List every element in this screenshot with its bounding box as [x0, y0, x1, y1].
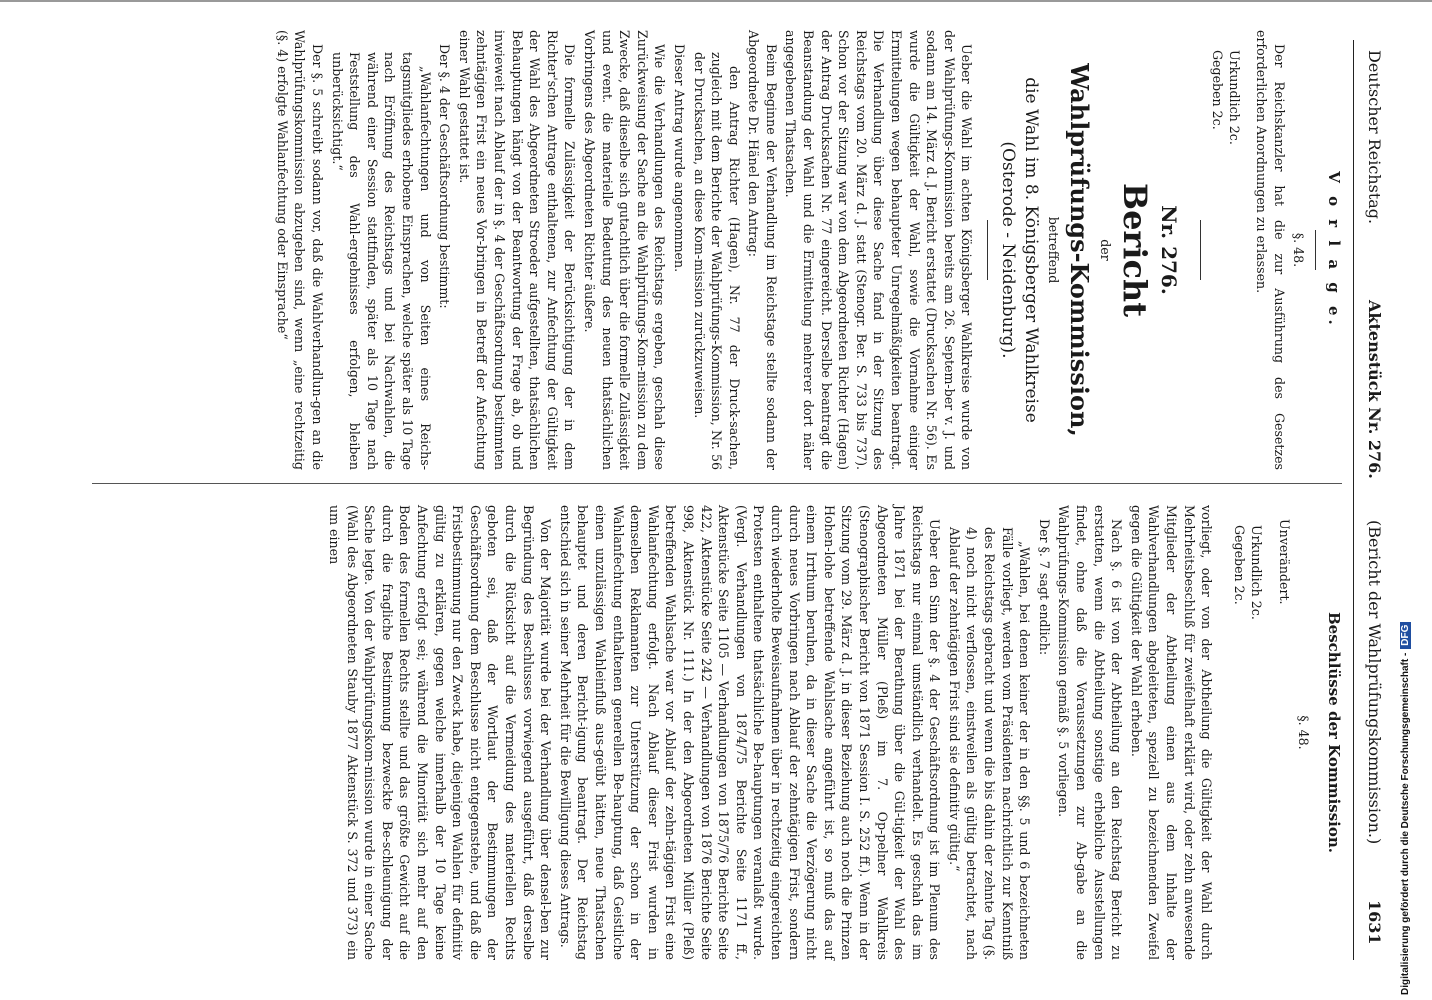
paragraph: Die formelle Zulässigkeit der Berücksichtigung der in dem Richter'schen Antrage enthaltenen, zur Anfechtung der Gültigkeit der Wahl des Abgeordneten Stroeder aufgestellten, thatsächlichen Behauptungen hängt von der Beantwortung der Frage ab, ob und inwieweit nach Ablauf der in §. 4 der Geschäftsordnung bestimmten zehntägigen Frist ein neues Vor-bringen in Betreff der Anfechtung einer Wahl gestattet ist. — [456, 30, 578, 470]
dfg-logo: DFG — [1400, 622, 1411, 649]
paragraph: Der §. 7 sagt endlich: — [1036, 519, 1052, 656]
report-betreffend: betreffend — [1046, 216, 1062, 284]
signature-line: Urkundlich 2c. — [1226, 50, 1242, 145]
header-left: Deutscher Reichstag. — [1365, 50, 1384, 225]
report-der: der — [1097, 239, 1113, 261]
paragraph: Ueber die Wahl im achten Königsberger Wahlkreise wurde von der Wahlprüfungs-Kommission bereits am 26. Septem-ber v. J. und sodann am 14. März d. J. Bericht erstattet (Drucksachen Nr. 56). Es wurde die Gültigkeit der Wahl, sowie die Vornahme einiger Ermittelungen wegen behaupteter Unregelmäßigkeiten beantragt. Die Verhandlung über diese Sache fand in der Sitzung des Reichstags vom 20. März d. J. statt (Stenogr. Ber. S. 733 bis 737). Schon vor der Sitzung war von dem Abgeordneten Richter (Hagen) der Antrag Drucksachen Nr. 77 eingereicht. Derselbe beantragt die Beanstandung der Wahl und die Ermittelung mehrerer dort näher angegebenen Thatsachen. — [783, 30, 975, 470]
vorlage-text: Der Reichskanzler hat die zur Ausführung des Gesetzes erforderlichen Anordnungen zu erlassen. — [1254, 30, 1287, 470]
report-number: Nr. 276. — [1156, 205, 1181, 295]
right-column — [324, 505, 1342, 960]
beschluesse-title: Beschlüsse der Kommission. — [1325, 612, 1343, 853]
divider — [987, 220, 988, 280]
column-divider — [92, 483, 1342, 484]
header-rule — [1353, 40, 1354, 960]
signature-line: Gegeben 2c. — [1209, 50, 1225, 130]
quoted-rule: „Wahlen, bei denen keiner der in den §§. 5 und 6 bezeichneten Fälle vorliegt, werden vom Präsidenten nachrichtlich zur Kenntniß des Reichstags gebracht und wenn die bis dahin der zehnte Tag (§. 4) noch nicht verflossen, einstweilen als gültig betrachtet, nach Ablauf der zehntägigen Frist sind sie definitiv gültig.“ — [946, 527, 1033, 960]
credit-text: Digitalisierung gefördert durch die Deutsche Forschungsgemeinschaft - — [1400, 652, 1411, 995]
header-right: (Bericht der Wahlprüfungskommission.) — [1365, 520, 1384, 845]
header-center: Aktenstück Nr. 276. — [1365, 300, 1384, 479]
report-title: Bericht — [1115, 183, 1154, 317]
report-subject: die Wahl im 8. Königsberger Wahlkreise (Osterode - Neidenburg). — [998, 77, 1042, 423]
paragraph: Der §. 5 schreibt sodann vor, daß die Wahlverhandlun-gen an die Wahlprüfungskommission abzugeben sind, wenn „eine rechtzeitig (§. 4) erfolgte Wahlanfechtung oder Einsprache“ — [274, 30, 326, 470]
paragraph: vorliegt, oder von der Abtheilung die Gültigkeit der Wahl durch Mehrheitsbeschluß für zweifelhaft erklärt wird, oder zehn anwesende Mitglieder der Abtheilung einen aus dem Inhalte der Wahlverhandlungen abgeleiteten, speziell zu bezeichnenden Zweifel gegen die Gültigkeit der Wahl erheben. — [1128, 505, 1215, 960]
signature-line: Gegeben 2c. — [1232, 525, 1248, 605]
report-commission: Wahlprüfungs-Kommission, — [1065, 63, 1095, 437]
quoted-motion: den Antrag Richter (Hagen), Nr. 77 der Druck-sachen, zugleich mit dem Berichte der Wahlprüfungs-Kommission, Nr. 56 der Drucksachen, an diese Kom-mission zurückzuweisen. — [691, 52, 742, 470]
paragraph: Wie die Verhandlungen des Reichstags ergeben, geschah diese Zurückweisung der Sache an die Wahlprüfungs-Kom-mission zu dem Zwecke, daß dieselbe sich gutachtlich über die formelle Zulässigkeit und event. die materielle Bedeutung des neuen thatsächlichen Vorbringens des Abgeordneten Richter äußere. — [581, 30, 668, 470]
paragraph: Von der Majorität wurde bei der Verhandlung über densel-ben zur Begründung des Beschlusses vorwiegend ausgeführt, daß derselbe durch die Rücksicht auf die Vermeidung des materiellen Rechts geboten sei, daß der Wortlaut der Bestimmungen der Geschäftsordnung dem Beschlusse nicht entgegenstehe, und daß die Fristbestimmung nur den Zweck habe, diejenigen Wahlen für definitiv gültig zu erklären, gegen welche innerhalb der 10 Tage keine Anfechtung erfolgt sei; während die Minorität sich mehr auf den Boden des formellen Rechts stellte und das größte Gewicht auf die durch die fragliche Bestimmung bezweckte Be-schleunigung der Sache legte. Von der Wahlprüfungskom-mission wurde in einer Sache (Wahl des Abgeordneten Stauby 1877 Aktenstück S. 372 und 373) ein um einen — [327, 505, 554, 960]
paragraph: Der §. 4 der Geschäftsordnung bestimmt: — [437, 44, 453, 309]
unchanged-label: Unverändert. — [1276, 519, 1292, 605]
paragraph: Ueber den Sinn der §. 4 der Geschäftsordnung ist im Plenum des Reichstags nur einmal umständlich verhandelt. Es geschah das im Jahre 1871 bei der Berathung über die Gül-tigkeit der Wahl des Abgeordneten Müller (Pleß) im 7. Op-pelner Wahlkreis (Stenographischer Bericht von 1871 Session I. S. 252 ff.). Wenn in der Sitzung vom 29. März d. J. in dieser Beziehung auch noch die Prinzen Hohen-lohe betreffende Wahlsache angeführt ist, so muß das auf einem Irrthum beruhen, da in dieser Sache die Verzögerung nicht durch neues Vorbringen nach Ablauf der zehntägigen Frist, sondern durch wiederholte Beweisaufnahmen über in rechtzeitig eingereichten Protesten enthaltene thatsächliche Be-hauptungen veranlaßt wurde. (Vergl. Verhandlungen von 1874/75 Berichte Seite 1171 ff., Aktenstücke Seite 1105 — Verhandlungen von 1875/76 Berichte Seite 422, Aktenstücke Seite 242 — Verhandlungen von 1876 Berichte Seite 998, Aktenstück Nr. 111.) In der den Abgeordneten Müller (Pleß) betreffenden Wahlsache war vor Ablauf der zehn-tägigen Frist eine Wahlanfechtung erfolgt. Nach Ablauf dieser Frist wurden in demselben Reklamanten zur Unterstützung der schon in der Wahlanfechtung enthaltenen generellen Be-hauptung, daß Geistliche einen unzulässigen Wahleinfluß aus-geübt hätten, neue Thatsachen behauptet und deren Bericht-igung beantragt. Der Reichstag entschied sich in seiner Mehrheit für die Bewilligung dieses Antrags. — [557, 505, 943, 960]
scan-edge — [0, 0, 1432, 2]
paragraph: Dieser Antrag wurde angenommen. — [671, 44, 687, 273]
digitization-credit — [1400, 10, 1420, 995]
paragraph: Nach §. 6 ist von der Abtheilung an den Reichstag Bericht zu erstatten, wenn die Abtheilung sonstige erhebliche Ausstellungen findet, ohne daß die Voraussetzungen zur Ab-gabe an die Wahlprüfungs-Kommission gemäß §. 5 vorliegen. — [1056, 505, 1125, 960]
paragraph: Beim Beginne der Verhandlung im Reichstage stellte sodann der Abgeordnete Dr. Hänel den Antrag: — [746, 30, 779, 470]
section-number: §. 48. — [1296, 715, 1312, 750]
quoted-rule: „Wahlanfechtungen und von Seiten eines Reichs-tagsmitgliedes erhobene Einsprachen, welche später als 10 Tage nach Eröffnung des Reichstags und bei Nachwahlen, die während einer Session stattfinden, später als 10 Tage nach Feststellung des Wahl-ergebnisses erfolgen, bleiben unberücksichtigt.“ — [329, 52, 433, 470]
divider — [1200, 220, 1201, 280]
vorlage-title: V o r l a g e. — [1325, 171, 1343, 329]
left-column — [271, 30, 1342, 470]
signature-line: Urkundlich 2c. — [1249, 525, 1265, 620]
page-number: 1631 — [1365, 900, 1384, 945]
divider — [1315, 230, 1316, 270]
section-number: §. 48. — [1291, 232, 1307, 268]
